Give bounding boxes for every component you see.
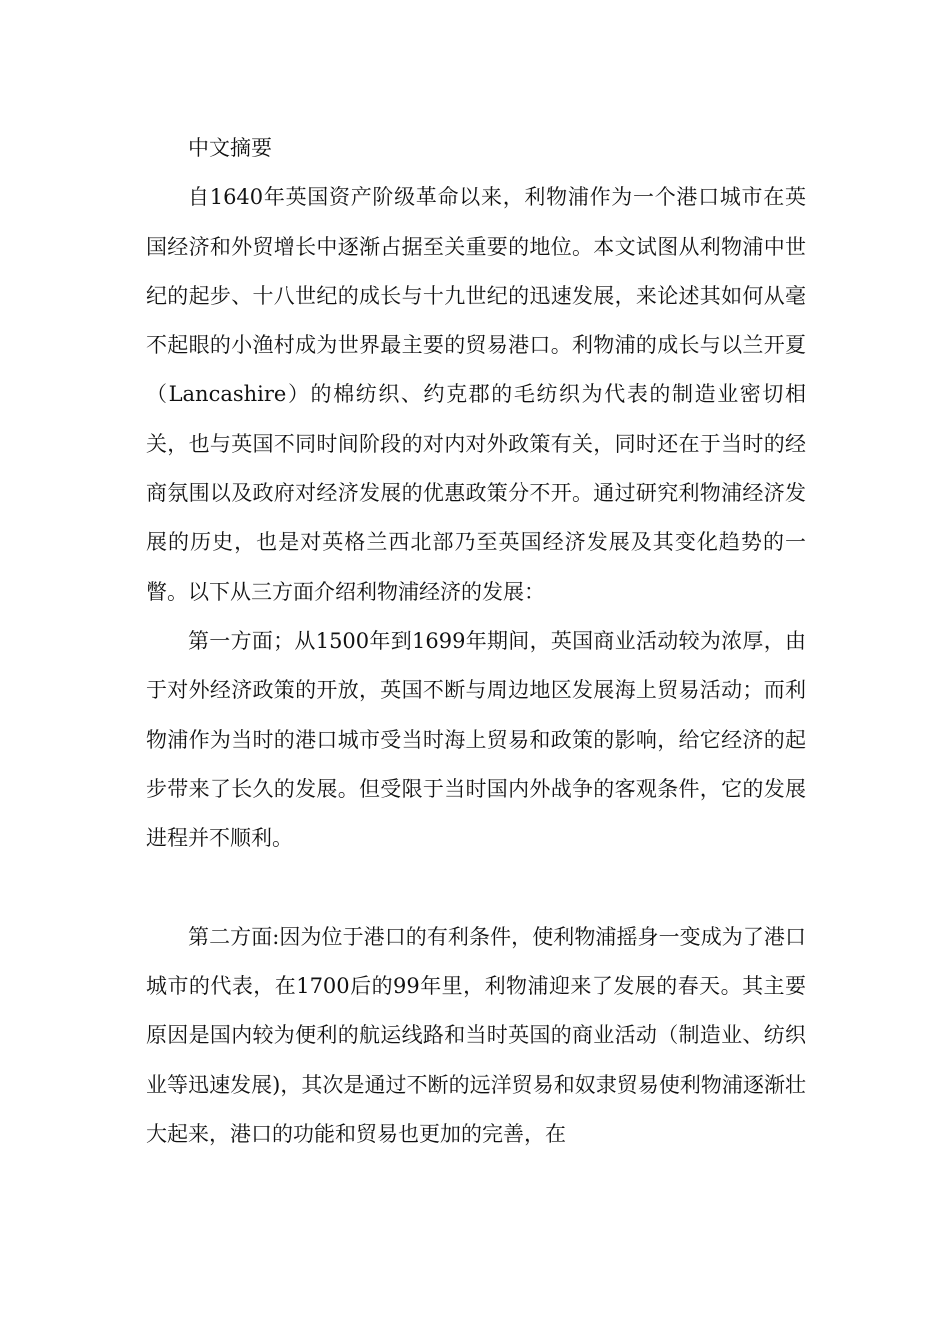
paragraph-intro: 自1640年英国资产阶级革命以来，利物浦作为一个港口城市在英国经济和外贸增长中逐渐占据至关重要的地位。本文试图从利物浦中世纪的起步、十八世纪的成长与十九世纪的迅速发展，来论述其如何从毫不起眼的小渔村成为世界最主要的贸易港口。利物浦的成长与以兰开夏（Lancashire）的棉纺织、约克郡的毛纺织为代表的制造业密切相关，也与英国不同时间阶段的对内对外政策有关，同时还在于当时的经商氛围以及政府对经济发展的优惠政策分不开。通过研究利物浦经济发展的历史，也是对英格兰西北部乃至英国经济发展及其变化趋势的一瞥。以下从三方面介绍利物浦经济的发展： bbox=[146, 185, 806, 604]
abstract-heading: 中文摘要 bbox=[188, 136, 272, 160]
paragraph-first-aspect: 第一方面；从1500年到1699年期间，英国商业活动较为浓厚，由于对外经济政策的开放，英国不断与周边地区发展海上贸易活动；而利物浦作为当时的港口城市受当时海上贸易和政策的影响，给它经济的起步带来了长久的发展。但受限于当时国内外战争的客观条件，它的发展进程并不顺利。 bbox=[146, 628, 806, 851]
paragraph-second-aspect: 第二方面:因为位于港口的有利条件，使利物浦摇身一变成为了港口城市的代表，在1700后的99年里，利物浦迎来了发展的春天。其主要原因是国内较为便利的航运线路和当时英国的商业活动（制造业、纺织业等迅速发展)，其次是通过不断的远洋贸易和奴隶贸易使利物浦逐渐壮大起来，港口的功能和贸易也更加的完善，在 bbox=[146, 924, 806, 1146]
paragraph-spacer bbox=[146, 863, 806, 912]
document-body bbox=[146, 124, 806, 1159]
